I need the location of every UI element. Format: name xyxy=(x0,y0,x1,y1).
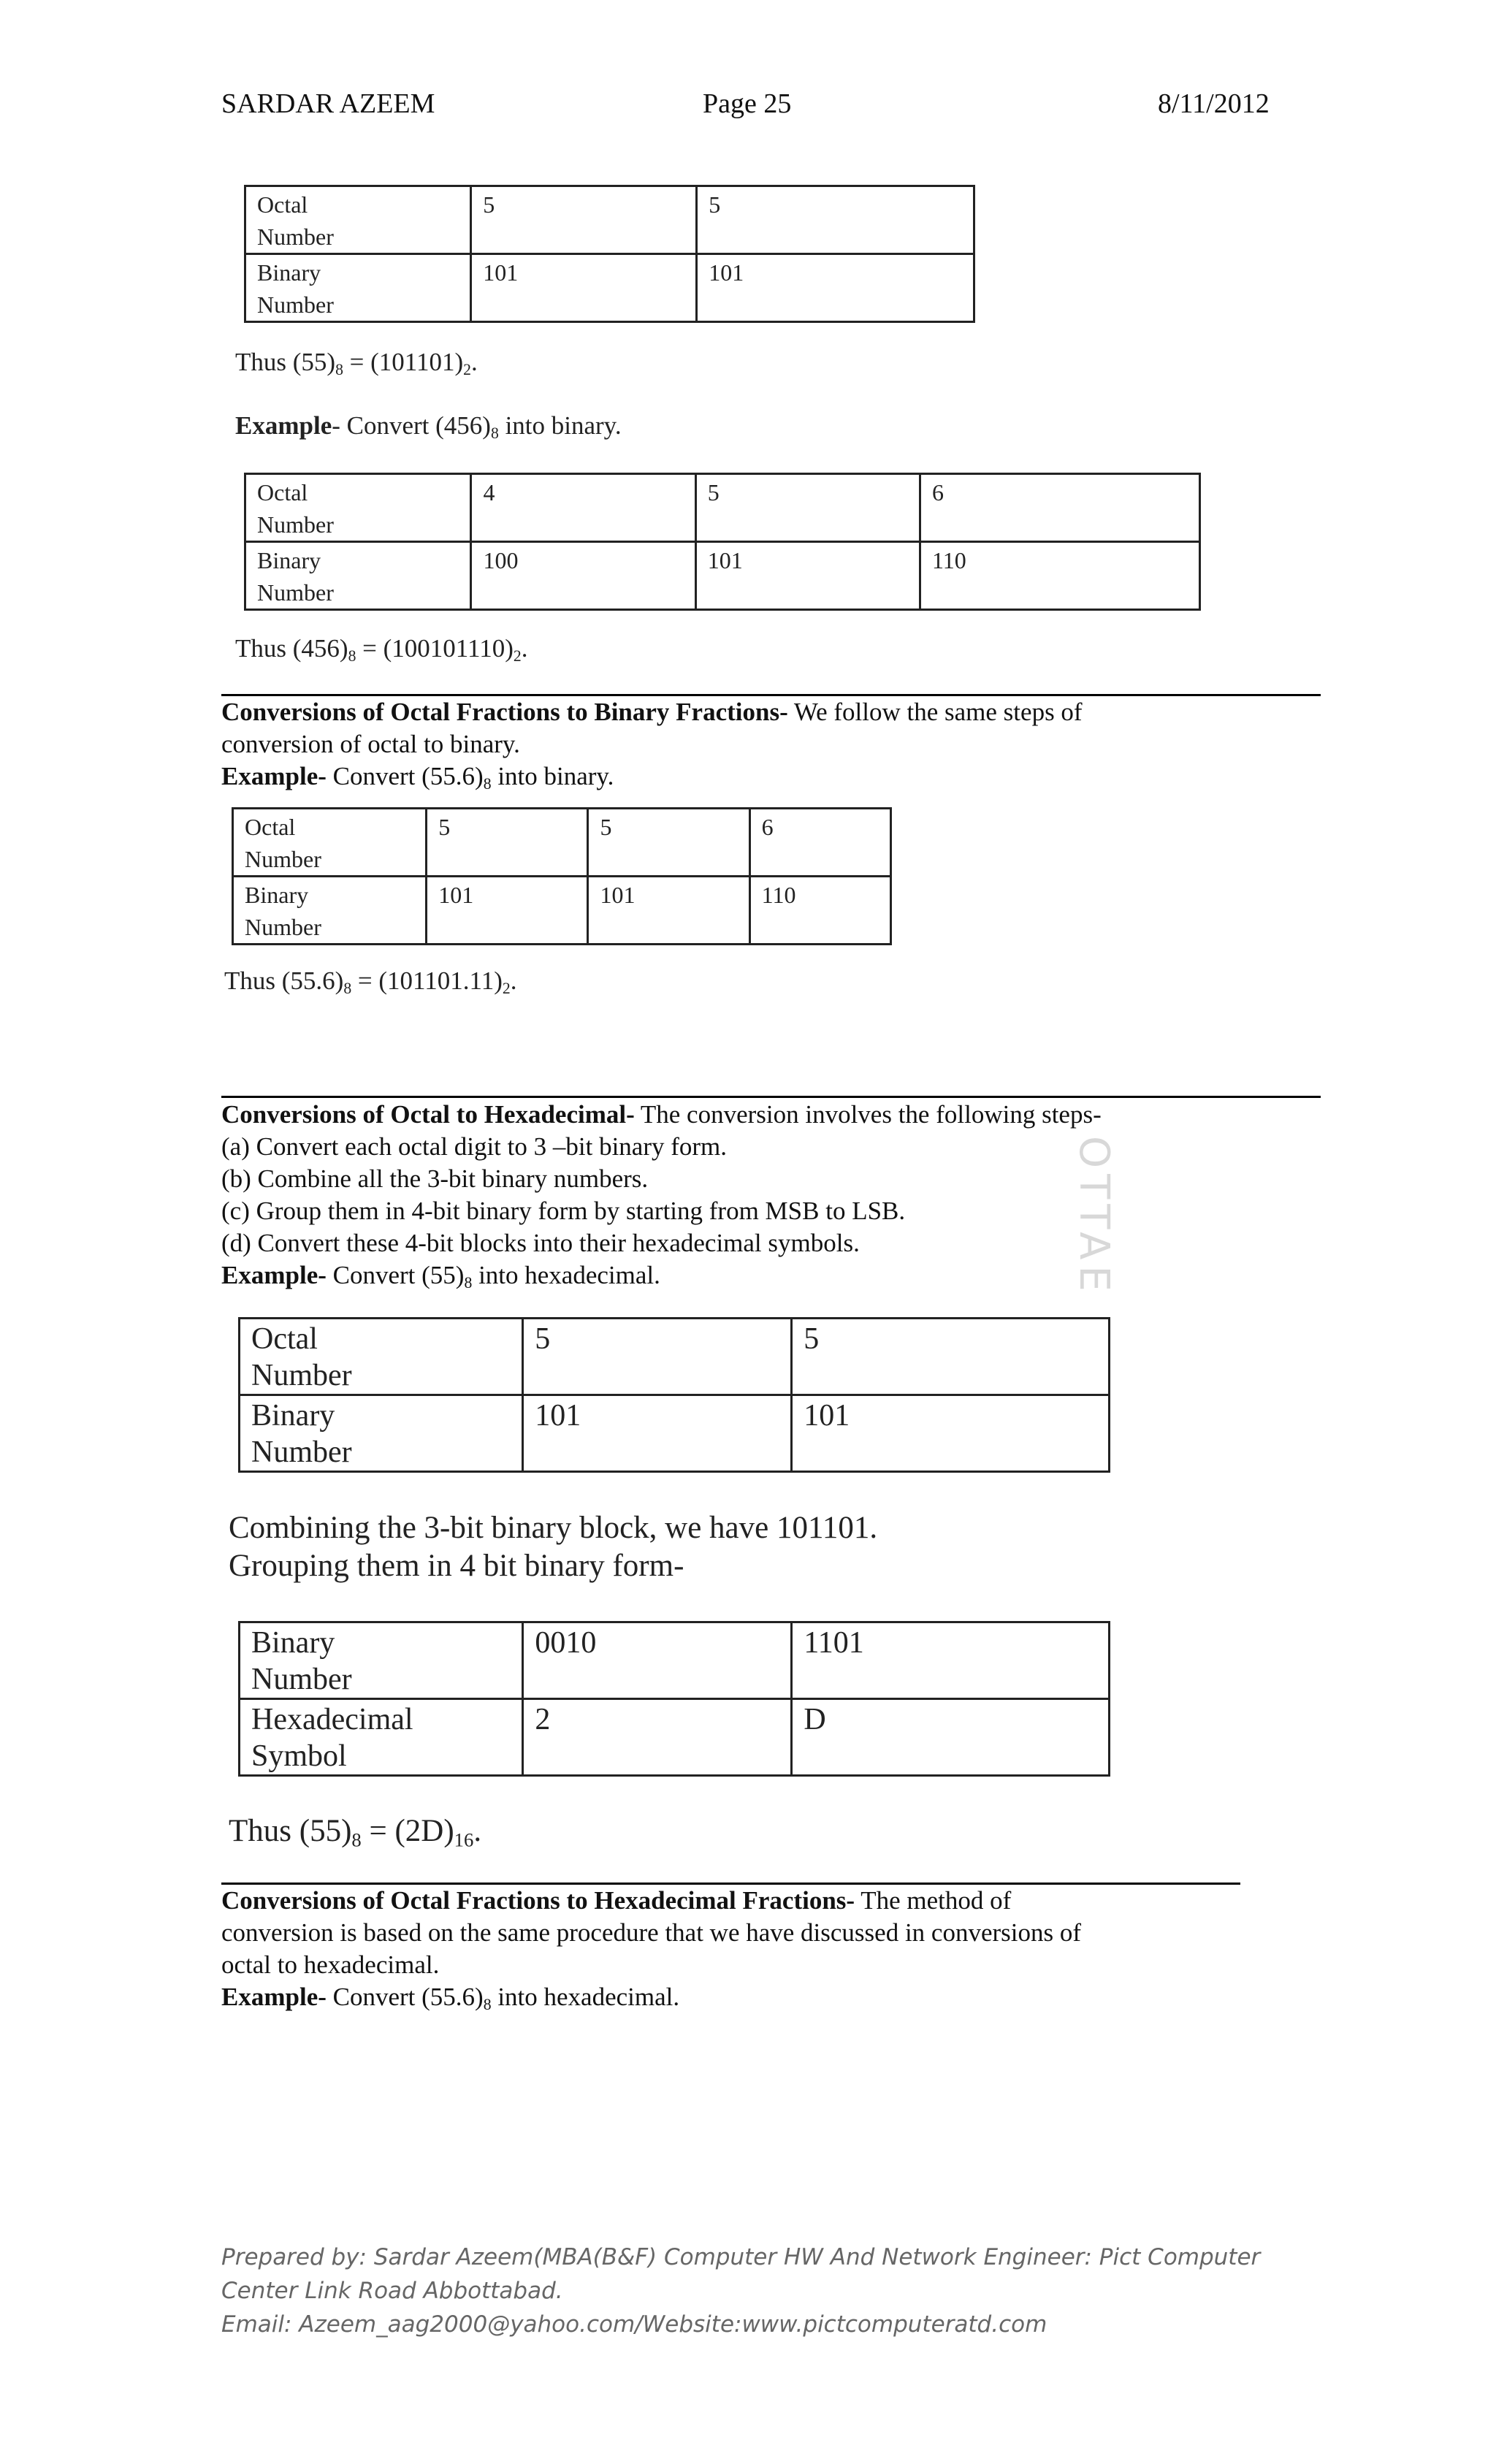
table-cell: 101 xyxy=(697,254,974,322)
table-row xyxy=(240,1622,1110,1699)
table-cell: 101 xyxy=(792,1395,1110,1472)
table-cell: 110 xyxy=(749,877,890,945)
section-octal-hexadecimal: Conversions of Octal to Hexadecimal- The conversion involves the following steps- xyxy=(221,1100,1102,1129)
step-a: (a) Convert each octal digit to 3 –bit binary form. xyxy=(221,1132,728,1161)
header-date: 8/11/2012 xyxy=(1158,88,1270,119)
section-text: octal to hexadecimal. xyxy=(221,1950,440,1979)
table-row xyxy=(245,542,1200,610)
grouping-line: Grouping them in 4 bit binary form- xyxy=(229,1549,684,1583)
row-label: Octal Number xyxy=(245,474,471,542)
table-row xyxy=(245,254,974,322)
combining-text xyxy=(229,1509,877,1585)
watermark: OTTAE xyxy=(1070,1136,1118,1297)
octal-binary-table-456 xyxy=(244,473,1201,611)
table-cell: 5 xyxy=(471,186,697,254)
table-cell: 101 xyxy=(427,877,588,945)
table-row xyxy=(245,186,974,254)
table-cell: 110 xyxy=(920,542,1199,610)
row-label: Binary Number xyxy=(240,1395,523,1472)
section-text: conversion is based on the same procedure that we have discussed in conversions of xyxy=(221,1918,1082,1947)
row-label: Octal Number xyxy=(240,1319,523,1395)
table-cell: 2 xyxy=(523,1699,792,1776)
example-456-binary: Example- Convert $(456)_8$ into binary. xyxy=(235,411,622,443)
step-d: (d) Convert these 4-bit blocks into their hexadecimal symbols. xyxy=(221,1229,860,1257)
table-row xyxy=(233,809,891,877)
footer xyxy=(221,2240,1260,2341)
octal-binary-table-hex-step xyxy=(238,1317,1110,1473)
table-row xyxy=(233,877,891,945)
table-cell: 4 xyxy=(471,474,695,542)
octal-binary-table-55 xyxy=(244,185,975,323)
result-55-octal-binary: Thus $(55)_8 = (101101)_2$. xyxy=(235,348,478,379)
table-cell: 5 xyxy=(588,809,749,877)
table-cell: D xyxy=(792,1699,1110,1776)
section-octal-fraction-binary: Conversions of Octal Fractions to Binary Fractions- We follow the same steps of xyxy=(221,698,1083,726)
example-55-hexadecimal: Example- Convert $(55)_8$ into hexadecimal. xyxy=(221,1261,660,1292)
row-label: Hexadecimal Symbol xyxy=(240,1699,523,1776)
octal-binary-table-55-6 xyxy=(232,807,892,945)
table-cell: 1101 xyxy=(792,1622,1110,1699)
section-octal-fraction-hex: Conversions of Octal Fractions to Hexadecimal Fractions- The method of xyxy=(221,1886,1012,1915)
table-cell: 5 xyxy=(427,809,588,877)
step-c: (c) Group them in 4-bit binary form by starting from MSB to LSB. xyxy=(221,1197,906,1225)
table-cell: 5 xyxy=(523,1319,792,1395)
table-cell: 0010 xyxy=(523,1622,792,1699)
header-page-number: Page 25 xyxy=(703,88,792,119)
header-author: SARDAR AZEEM xyxy=(221,88,435,119)
row-label: Octal Number xyxy=(245,186,471,254)
binary-hex-table xyxy=(238,1621,1110,1777)
combining-line: Combining the 3-bit binary block, we have 101101. xyxy=(229,1511,878,1545)
table-cell: 101 xyxy=(523,1395,792,1472)
row-label: Binary Number xyxy=(245,542,471,610)
example-55-6-hexadecimal: Example- Convert $(55.6)_8$ into hexadecimal. xyxy=(221,1983,680,2014)
example-55-6-binary: Example- Convert $(55.6)_8$ into binary. xyxy=(221,762,614,793)
table-cell: 6 xyxy=(920,474,1199,542)
table-row xyxy=(240,1395,1110,1472)
table-cell: 5 xyxy=(697,186,974,254)
table-row xyxy=(245,474,1200,542)
footer-contact: Email: Azeem_aag2000@yahoo.com/Website:www.pictcomputeratd.com xyxy=(221,2311,1047,2338)
step-b: (b) Combine all the 3-bit binary numbers. xyxy=(221,1164,649,1193)
table-cell: 6 xyxy=(749,809,890,877)
row-label: Binary Number xyxy=(240,1622,523,1699)
section-divider xyxy=(221,1096,1321,1098)
table-cell: 5 xyxy=(695,474,920,542)
table-cell: 100 xyxy=(471,542,695,610)
footer-line: Center Link Road Abbottabad. xyxy=(221,2278,563,2304)
section-text: conversion of octal to binary. xyxy=(221,730,520,758)
table-cell: 101 xyxy=(471,254,697,322)
result-456-octal-binary: Thus $(456)_8 = (100101110)_2$. xyxy=(235,634,528,665)
row-label: Binary Number xyxy=(245,254,471,322)
table-cell: 101 xyxy=(588,877,749,945)
result-55-octal-hex: Thus $(55)_8 = (2D)_{16}$. xyxy=(229,1814,482,1851)
table-row xyxy=(240,1699,1110,1776)
table-row xyxy=(240,1319,1110,1395)
table-cell: 5 xyxy=(792,1319,1110,1395)
result-55-6-octal-binary: Thus $(55.6)_8 = (101101.11)_2$. xyxy=(224,966,517,998)
row-label: Binary Number xyxy=(233,877,427,945)
row-label: Octal Number xyxy=(233,809,427,877)
table-cell: 101 xyxy=(695,542,920,610)
footer-line: Prepared by: Sardar Azeem(MBA(B&F) Computer HW And Network Engineer: Pict Computer xyxy=(221,2244,1261,2270)
